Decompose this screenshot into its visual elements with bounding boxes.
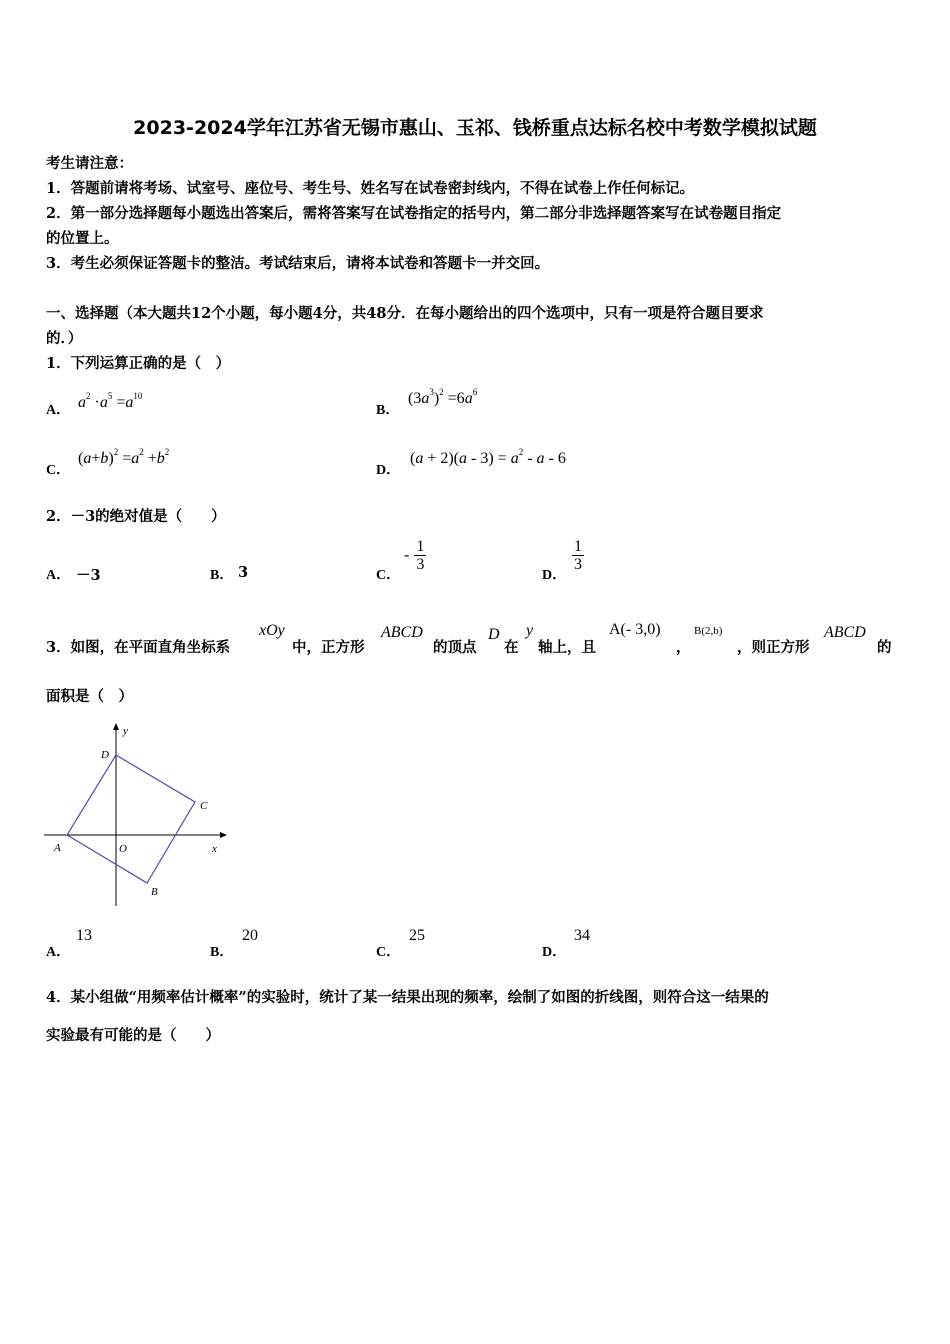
section-heading-cont: 的．）: [46, 330, 83, 347]
notice-item-3: 3．考生必须保证答题卡的整洁。考试结束后，请将本试卷和答题卡一并交回。: [46, 255, 550, 272]
notice-item-2: 2．第一部分选择题每小题选出答案后，需将答案写在试卷指定的括号内，第二部分非选择题答案写在试卷题目指定: [46, 205, 782, 222]
q3-math-point-b: B(2,b): [694, 625, 723, 637]
q3-option-c: 25: [409, 927, 425, 944]
q3-label-b: B．: [210, 945, 234, 960]
label-origin: O: [119, 843, 127, 855]
label-d: D: [101, 749, 109, 761]
q3-stem-line-2: 面积是（ ）: [46, 688, 133, 705]
q3-stem-part-6: ，: [676, 639, 691, 656]
q2-label-a: A．: [46, 568, 71, 583]
q3-math-point-a: A(- 3,0): [609, 621, 661, 638]
q3-math-xoy: xOy: [259, 622, 285, 639]
q3-coordinate-figure: [40, 718, 230, 913]
q3-label-c: C．: [376, 945, 401, 960]
q3-label-a: A．: [46, 945, 71, 960]
q1-label-b: B．: [376, 403, 400, 418]
q3-option-d: 34: [574, 927, 590, 944]
fraction-numerator: 1: [574, 538, 582, 555]
label-c: C: [200, 800, 208, 812]
label-x: x: [212, 843, 217, 855]
q2-label-d: D．: [542, 568, 567, 583]
notice-heading: 考生请注意：: [46, 155, 133, 172]
q2-label-b: B．: [210, 568, 234, 583]
page-title: 2023-2024学年江苏省无锡市惠山、玉祁、钱桥重点达标名校中考数学模拟试题: [133, 117, 817, 139]
q1-label-d: D．: [376, 463, 401, 478]
q3-math-abcd: ABCD: [381, 624, 423, 641]
q2-label-c: C．: [376, 568, 401, 583]
q2-option-b: 3: [238, 564, 249, 581]
q2-option-a: －3: [76, 567, 101, 584]
q3-stem-part-8: 的: [877, 639, 892, 656]
fraction-denominator: 3: [416, 556, 425, 573]
q2-option-c-math: [404, 538, 426, 573]
q1-option-b-math: $(3a^3)^2 =6a^6$: [408, 387, 478, 407]
q3-label-d: D．: [542, 945, 567, 960]
fraction-numerator: 1: [416, 538, 425, 555]
q3-math-abcd-2: ABCD: [824, 624, 866, 641]
q3-stem-part-7: ，则正方形: [737, 639, 810, 656]
q2-option-d-math: [572, 538, 584, 573]
q1-stem: 1．下列运算正确的是（ ）: [46, 355, 231, 372]
q2-stem: 2．－3的绝对值是（ ）: [46, 508, 226, 525]
y-axis-arrow: [113, 723, 119, 730]
q3-math-d: D: [488, 626, 500, 643]
q1-option-c-math: $(a+b)^2 =a^2 +b^2$: [78, 447, 170, 467]
label-b: B: [151, 886, 158, 898]
q3-stem-part-2: 中，正方形: [292, 639, 365, 656]
q1-option-d-math: $(a + 2)(a - 3) = a^2 - a - 6$: [410, 447, 566, 467]
minus-sign: -: [404, 546, 410, 564]
label-a: A: [54, 842, 61, 854]
q4-stem-line-2: 实验最有可能的是（ ）: [46, 1027, 220, 1044]
q3-stem-part-4: 在: [504, 639, 519, 656]
notice-item-1: 1．答题前请将考场、试室号、座位号、考生号、姓名写在试卷密封线内，不得在试卷上作任何标记。: [46, 180, 695, 197]
fraction-denominator: 3: [574, 556, 582, 573]
q3-stem-part-1: 3．如图，在平面直角坐标系: [46, 639, 231, 656]
q3-stem-part-3: 的顶点: [433, 639, 477, 656]
notice-item-2-cont: 的位置上。: [46, 230, 119, 247]
q3-option-b: 20: [242, 927, 258, 944]
q4-stem: 4．某小组做“用频率估计概率”的实验时，统计了某一结果出现的频率，绘制了如图的折线图，则符合这一结果的: [46, 989, 769, 1006]
section-heading: 一、选择题（本大题共12个小题，每小题4分，共48分．在每小题给出的四个选项中，只有一项是符合题目要求: [46, 305, 764, 322]
q3-stem-part-5: 轴上，且: [538, 639, 596, 656]
q3-option-a: 13: [76, 927, 92, 944]
label-y: y: [123, 725, 128, 737]
square-abcd: [67, 755, 195, 883]
x-axis-arrow: [220, 832, 227, 838]
q1-label-c: C．: [46, 463, 71, 478]
q3-math-y: y: [526, 622, 534, 639]
q1-label-a: A．: [46, 403, 71, 418]
q1-option-a-math: $a^2 \cdot a^5 =a^{10}$: [78, 391, 143, 411]
